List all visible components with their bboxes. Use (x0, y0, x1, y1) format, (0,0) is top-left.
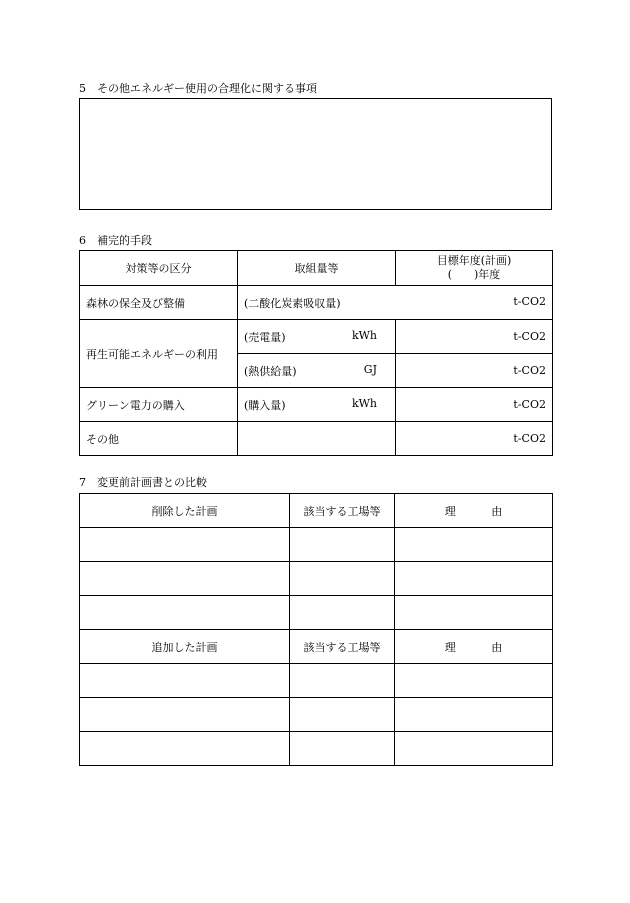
header-effort-amount: 取組量等 (238, 251, 396, 286)
deleted-factory-cell[interactable] (290, 562, 395, 596)
renewable-sale-label: (売電量) (244, 330, 286, 344)
forest-amount-label: (二酸化炭素吸収量) (244, 296, 341, 310)
deleted-factory-cell[interactable] (290, 596, 395, 630)
section6-heading: 6 補完的手段 (79, 234, 152, 247)
header-target-year-line2: ( )年度 (447, 268, 501, 281)
table-row (80, 562, 553, 596)
forest-label: 森林の保全及び整備 (80, 286, 238, 320)
section5-textbox[interactable] (79, 98, 552, 210)
table-row-forest (80, 286, 553, 320)
table-row (80, 698, 553, 732)
table-header-row (80, 251, 553, 286)
green-amount-unit: kWh (351, 396, 377, 410)
deleted-reason-cell[interactable] (395, 562, 553, 596)
deleted-plan-cell[interactable] (80, 528, 290, 562)
green-target-unit: t-CO2 (513, 398, 546, 411)
header-added-plan: 追加した計画 (80, 630, 290, 664)
table-row (80, 596, 553, 630)
table-row-green (80, 388, 553, 422)
renewable-sale-cell[interactable] (238, 320, 396, 354)
header-deleted-plan: 削除した計画 (80, 494, 290, 528)
deleted-header-row (80, 494, 553, 528)
header-added-factory: 該当する工場等 (290, 630, 395, 664)
table-row-other (80, 422, 553, 456)
table-row-renewable-sale (80, 320, 553, 354)
renewable-heat-target-cell[interactable] (396, 354, 553, 388)
added-reason-cell[interactable] (395, 698, 553, 732)
green-amount-label: (購入量) (244, 398, 286, 412)
deleted-reason-cell[interactable] (395, 528, 553, 562)
green-label: グリーン電力の購入 (80, 388, 238, 422)
forest-unit: t-CO2 (513, 294, 546, 308)
other-amount-cell[interactable] (238, 422, 396, 456)
header-deleted-reason (395, 494, 553, 528)
section7-heading: 7 変更前計画書との比較 (79, 476, 207, 489)
added-factory-cell[interactable] (290, 698, 395, 732)
renewable-sale-target-cell[interactable] (396, 320, 553, 354)
header-target-year-line1: 目標年度(計画) (436, 254, 512, 267)
reason-char-2: 由 (491, 640, 503, 654)
green-target-cell[interactable] (396, 388, 553, 422)
renewable-sale-target-unit: t-CO2 (513, 330, 546, 343)
renewable-heat-unit: GJ (363, 362, 377, 376)
header-measure-category: 対策等の区分 (80, 251, 238, 286)
renewable-heat-label: (熱供給量) (244, 364, 297, 378)
other-label: その他 (80, 422, 238, 456)
added-reason-cell[interactable] (395, 732, 553, 766)
other-target-unit: t-CO2 (513, 432, 546, 445)
added-plans-table (79, 629, 553, 766)
added-plan-cell[interactable] (80, 732, 290, 766)
added-plan-cell[interactable] (80, 664, 290, 698)
deleted-plan-cell[interactable] (80, 562, 290, 596)
deleted-reason-cell[interactable] (395, 596, 553, 630)
supplementary-measures-table (79, 250, 553, 456)
reason-char-1: 理 (444, 504, 456, 518)
renewable-label: 再生可能エネルギーの利用 (80, 320, 238, 388)
added-header-row (80, 630, 553, 664)
added-factory-cell[interactable] (290, 664, 395, 698)
other-target-cell[interactable] (396, 422, 553, 456)
deleted-plan-cell[interactable] (80, 596, 290, 630)
deleted-plans-table (79, 493, 553, 630)
renewable-heat-target-unit: t-CO2 (513, 364, 546, 377)
added-factory-cell[interactable] (290, 732, 395, 766)
added-reason-cell[interactable] (395, 664, 553, 698)
reason-char-2: 由 (491, 504, 503, 518)
forest-amount-cell[interactable] (238, 286, 553, 320)
renewable-sale-unit: kWh (351, 328, 377, 342)
header-target-year (396, 251, 553, 286)
green-amount-cell[interactable] (238, 388, 396, 422)
header-deleted-factory: 該当する工場等 (290, 494, 395, 528)
table-row (80, 664, 553, 698)
table-row (80, 732, 553, 766)
section5-heading: 5 その他エネルギー使用の合理化に関する事項 (79, 82, 317, 95)
reason-char-1: 理 (444, 640, 456, 654)
added-plan-cell[interactable] (80, 698, 290, 732)
renewable-heat-cell[interactable] (238, 354, 396, 388)
table-row (80, 528, 553, 562)
deleted-factory-cell[interactable] (290, 528, 395, 562)
header-added-reason (395, 630, 553, 664)
